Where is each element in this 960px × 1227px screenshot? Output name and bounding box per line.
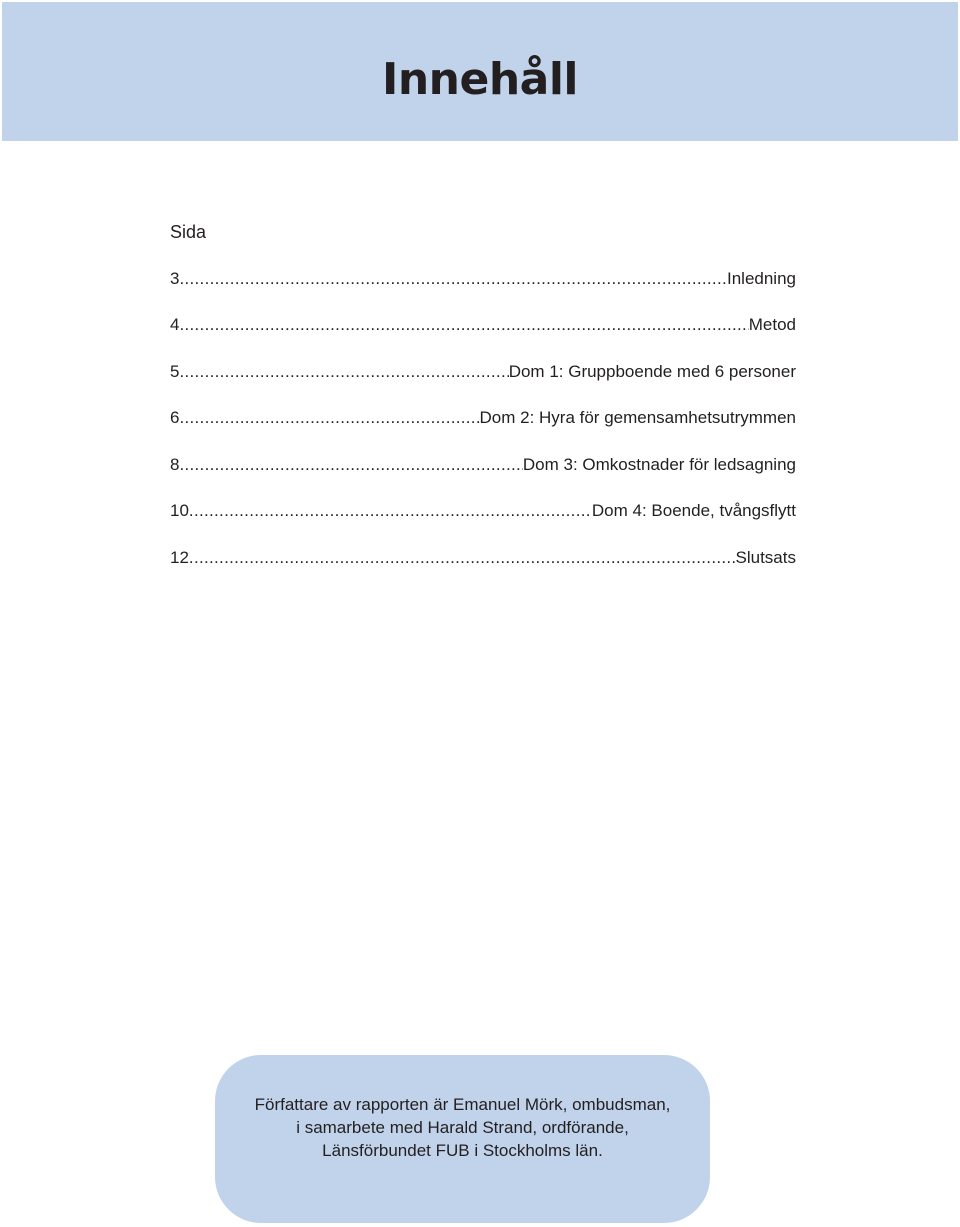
toc-entry-label: Dom 2: Hyra för gemensamhetsutrymmen bbox=[479, 408, 796, 427]
toc-page-number: 3 bbox=[170, 268, 180, 288]
toc-leader-dots bbox=[179, 265, 727, 293]
toc-entry[interactable] bbox=[170, 265, 796, 293]
author-line: i samarbete med Harald Strand, ordförande, bbox=[296, 1118, 629, 1137]
toc-leader-dots bbox=[179, 358, 508, 386]
toc-entry[interactable] bbox=[170, 404, 796, 432]
toc-page-number: 5 bbox=[170, 361, 180, 381]
toc-entry[interactable] bbox=[170, 544, 796, 572]
toc-page-number: 12 bbox=[170, 547, 189, 567]
toc-leader-dots bbox=[179, 311, 748, 339]
toc-leader-dots bbox=[189, 544, 736, 572]
toc-entry-label: Dom 4: Boende, tvångsflytt bbox=[591, 501, 796, 520]
author-line: Författare av rapporten är Emanuel Mörk, ombudsman, bbox=[254, 1095, 671, 1114]
toc-heading: Sida bbox=[170, 222, 207, 242]
toc-entry-label: Slutsats bbox=[735, 547, 796, 567]
toc-entry-label: Dom 3: Omkostnader för ledsagning bbox=[522, 454, 796, 474]
toc-leader-dots bbox=[179, 404, 479, 432]
toc-entry-label: Metod bbox=[748, 315, 796, 334]
toc-page-number: 10 bbox=[170, 501, 189, 520]
toc-page-number: 8 bbox=[170, 454, 180, 474]
toc-entry-label: Dom 1: Gruppboende med 6 personer bbox=[508, 361, 796, 381]
toc-entry[interactable] bbox=[170, 311, 796, 339]
author-info-box bbox=[215, 1055, 710, 1223]
toc-entry[interactable] bbox=[170, 451, 796, 479]
toc-entry-label: Inledning bbox=[726, 268, 796, 288]
author-credits bbox=[215, 1093, 710, 1162]
table-of-contents bbox=[170, 218, 796, 572]
toc-entry[interactable] bbox=[170, 497, 796, 525]
toc-leader-dots bbox=[179, 451, 522, 479]
toc-page-number: 6 bbox=[170, 408, 180, 427]
toc-entry[interactable] bbox=[170, 358, 796, 386]
page-title: Innehåll bbox=[381, 54, 579, 105]
toc-page-number: 4 bbox=[170, 315, 180, 334]
toc-leader-dots bbox=[189, 497, 592, 525]
author-line: Länsförbundet FUB i Stockholms län. bbox=[322, 1141, 603, 1160]
